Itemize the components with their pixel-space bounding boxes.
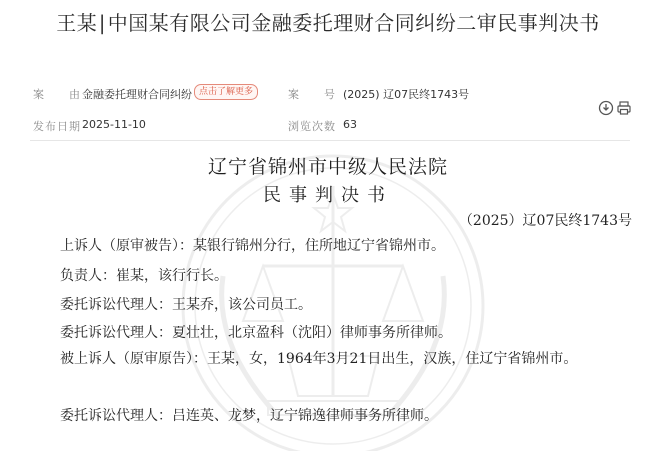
party-paragraph: 委托诉讼代理人：夏壮壮，北京盈科（沈阳）律师事务所律师。 (60, 325, 452, 341)
court-name: 辽宁省锦州市中级人民法院 (207, 156, 448, 178)
document-type: 民事判决书 (263, 185, 393, 206)
party-paragraph: 上诉人（原审被告）：某银行锦州分行，住所地辽宁省锦州市。 (60, 238, 445, 254)
cause-label: 案 由 (33, 88, 81, 101)
page-title: 王某∣中国某有限公司金融委托理财合同纠纷二审民事判决书 (56, 11, 600, 35)
views-label: 浏览次数 (288, 120, 336, 133)
party-paragraph: 负责人：崔某，该行行长。 (60, 268, 228, 284)
date-value: 2025-11-10 (82, 118, 146, 131)
case-no-label: 案 号 (288, 88, 336, 101)
meta-row-date (0, 118, 656, 140)
views-value: 63 (343, 118, 357, 131)
party-paragraph: 委托诉讼代理人：王某乔，该公司员工。 (60, 297, 312, 313)
document-case-number: （2025）辽07民终1743号 (458, 213, 632, 229)
meta-divider (30, 140, 630, 141)
meta-row-cause (0, 86, 656, 108)
party-paragraph: 委托诉讼代理人：吕连英、龙梦，辽宁锦逸律师事务所律师。 (60, 408, 438, 424)
case-no-value: (2025) 辽07民终1743号 (343, 88, 470, 101)
party-paragraph: 被上诉人（原审原告）：王某，女，1964年3月21日出生，汉族，住辽宁省锦州市。 (60, 351, 578, 367)
date-label: 发布日期 (33, 120, 81, 133)
print-icon[interactable] (616, 100, 632, 116)
download-icon[interactable] (598, 100, 614, 116)
cause-value: 金融委托理财合同纠纷 (82, 88, 192, 101)
learn-more-tag[interactable]: 点击了解更多 (194, 84, 258, 100)
